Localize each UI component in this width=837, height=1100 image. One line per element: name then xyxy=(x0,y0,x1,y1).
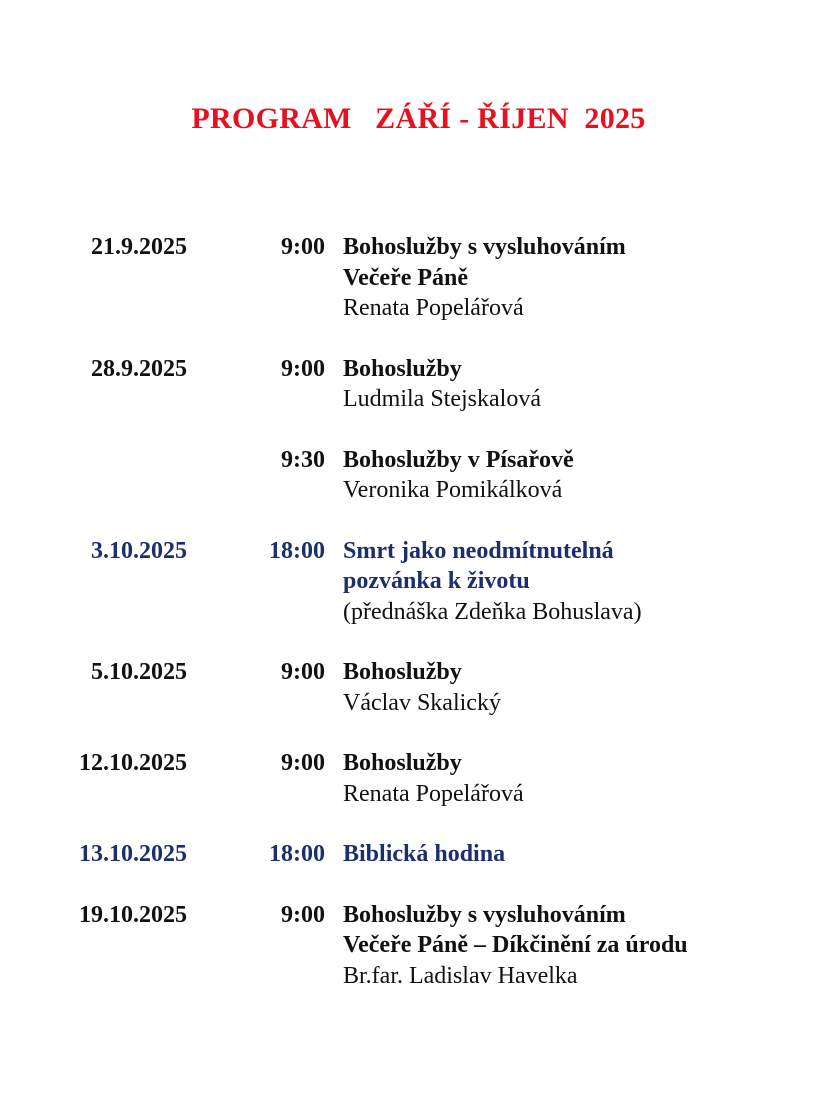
entry-event: Bohoslužby v Písařově xyxy=(343,446,574,473)
entry-time: 18:00 xyxy=(269,841,325,867)
entry-time: 9:00 xyxy=(281,659,325,685)
entry-date: 28.9.2025 xyxy=(91,355,187,382)
entry-event: Bohoslužby xyxy=(343,750,462,776)
entry-description xyxy=(343,536,813,628)
schedule-list xyxy=(0,232,837,991)
schedule-entry xyxy=(0,900,837,992)
entry-date: 5.10.2025 xyxy=(91,659,187,685)
entry-note: (přednáška Zdeňka Bohuslava) xyxy=(343,598,642,625)
entry-time: 9:00 xyxy=(281,234,325,260)
entry-date: 21.9.2025 xyxy=(91,234,187,260)
entry-event: Biblická hodina xyxy=(343,841,506,867)
entry-event: Bohoslužby xyxy=(343,355,462,382)
schedule-entry-bible-hour xyxy=(0,839,837,870)
entry-event: Bohoslužby s vysluhováním Večeře Páně xyxy=(343,234,626,291)
entry-time: 9:30 xyxy=(281,446,325,473)
page-title: PROGRAM ZÁŘÍ - ŘÍJEN 2025 xyxy=(191,102,646,135)
entry-description xyxy=(343,354,813,415)
entry-time: 9:00 xyxy=(281,750,325,776)
entry-person: Br.far. Ladislav Havelka xyxy=(343,962,578,989)
schedule-entry xyxy=(0,445,837,506)
entry-description xyxy=(343,232,813,324)
entry-time: 18:00 xyxy=(269,537,325,564)
entry-person: Veronika Pomikálková xyxy=(343,477,563,503)
schedule-entry xyxy=(0,748,837,809)
entry-description xyxy=(343,748,813,809)
entry-time: 9:00 xyxy=(281,901,325,928)
entry-description xyxy=(343,657,813,718)
schedule-entry xyxy=(0,354,837,415)
entry-date: 13.10.2025 xyxy=(79,841,187,867)
entry-date: 19.10.2025 xyxy=(79,901,187,928)
entry-event: Bohoslužby s vysluhováním Večeře Páně – Díkčinění za úrodu xyxy=(343,901,688,958)
schedule-entry xyxy=(0,232,837,324)
entry-person: Václav Skalický xyxy=(343,689,501,716)
entry-description xyxy=(343,839,813,870)
entry-person: Ludmila Stejskalová xyxy=(343,386,541,412)
entry-event: Bohoslužby xyxy=(343,659,462,685)
schedule-entry xyxy=(0,657,837,718)
entry-description xyxy=(343,445,813,506)
entry-date: 3.10.2025 xyxy=(91,537,187,564)
entry-person: Renata Popelářová xyxy=(343,295,524,321)
entry-person: Renata Popelářová xyxy=(343,780,524,807)
schedule-entry-lecture xyxy=(0,536,837,628)
entry-time: 9:00 xyxy=(281,355,325,382)
entry-date: 12.10.2025 xyxy=(79,750,187,776)
entry-event: Smrt jako neodmítnutelná pozvánka k životu xyxy=(343,537,614,594)
entry-description xyxy=(343,900,813,992)
